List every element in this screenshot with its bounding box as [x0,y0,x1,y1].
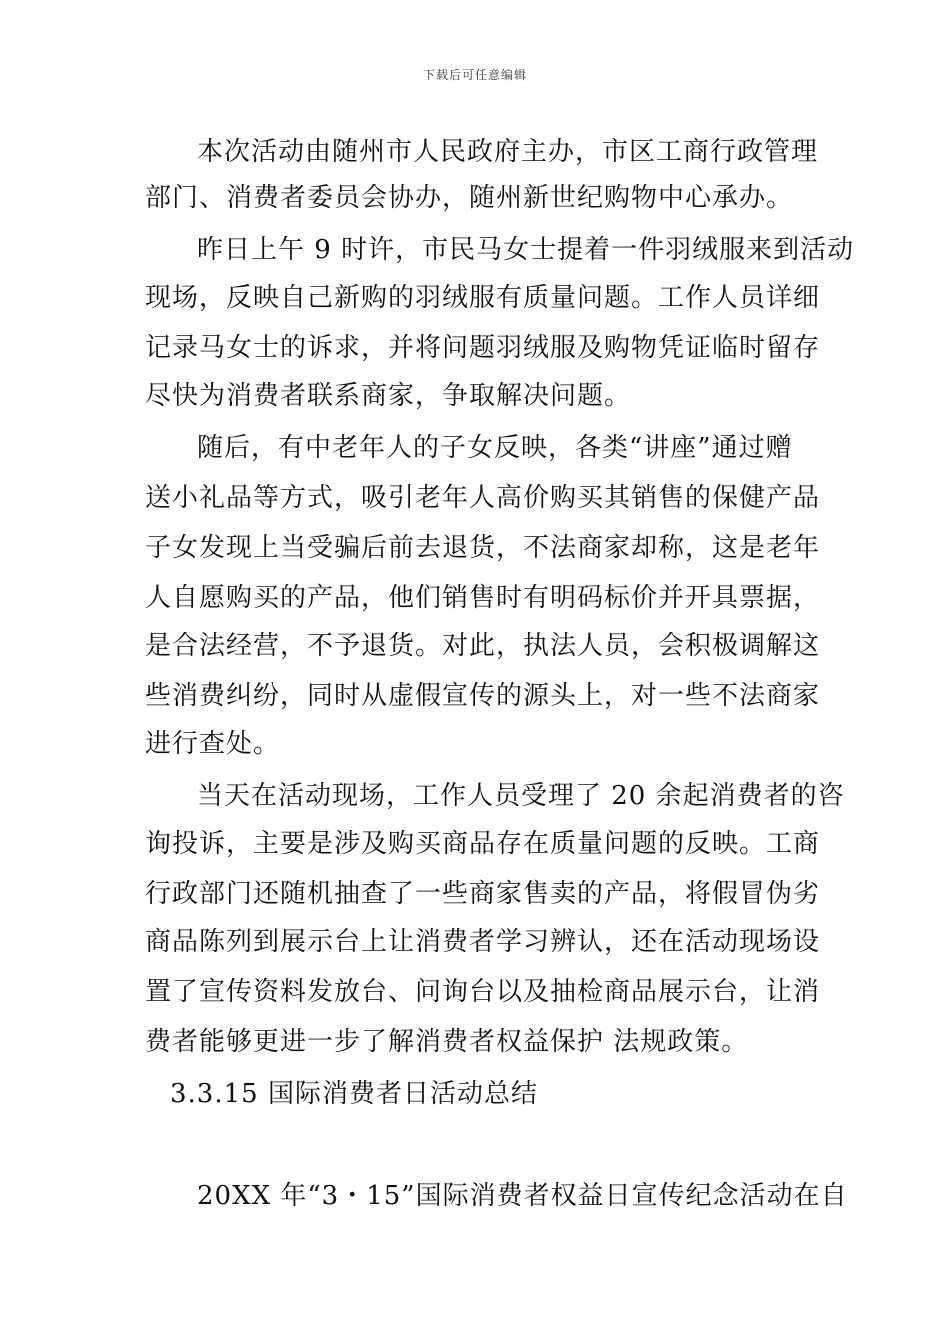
text-line: 记录马女士的诉求，并将问题羽绒服及购物凭证临时留存 [145,333,821,363]
text-line: 商品陈列到展示台上让消费者学习辨认，还在活动现场设 [145,927,821,957]
text-line: 人自愿购买的产品，他们销售时有明码标价并开具票据， [145,583,821,613]
text-line: 送小礼品等方式，吸引老年人高价购买其销售的保健产品 [145,483,821,513]
text-line: 20XX 年“3・15”国际消费者权益日宣传纪念活动在自 [197,1181,848,1211]
text-line: 本次活动由随州市人民政府主办，市区工商行政管理 [197,137,819,167]
text-line: 置了宣传资料发放台、问询台以及抽检商品展示台，让消 [145,977,821,1007]
text-line: 随后，有中老年人的子女反映，各类“讲座”通过赠 [197,433,793,463]
text-line: 费者能够更进一步了解消费者权益保护 法规政策。 [145,1027,749,1057]
text-line: 进行查处。 [145,729,281,759]
text-line: 子女发现上当受骗后前去退货，不法商家却称，这是老年 [145,533,821,563]
text-line: 些消费纠纷，同时从虚假宣传的源头上，对一些不法商家 [145,681,821,711]
section-heading: 3.3.15 国际消费者日活动总结 [170,1079,538,1109]
text-line: 尽快为消费者联系商家，争取解决问题。 [145,381,632,411]
text-line: 是合法经营，不予退货。对此，执法人员，会积极调解这 [145,631,821,661]
text-line: 当天在活动现场，工作人员受理了 20 余起消费者的咨 [197,781,845,811]
text-line: 部门、消费者委员会协办，随州新世纪购物中心承办。 [145,183,794,213]
text-line: 询投诉，主要是涉及购买商品存在质量问题的反映。工商 [145,829,821,859]
page-header: 下载后可任意编辑 [422,68,527,82]
text-line: 现场，反映自己新购的羽绒服有质量问题。工作人员详细 [145,283,821,313]
text-line: 行政部门还随机抽查了一些商家售卖的产品，将假冒伪劣 [145,879,821,909]
text-line: 昨日上午 9 时许，市民马女士提着一件羽绒服来到活动 [197,235,855,265]
